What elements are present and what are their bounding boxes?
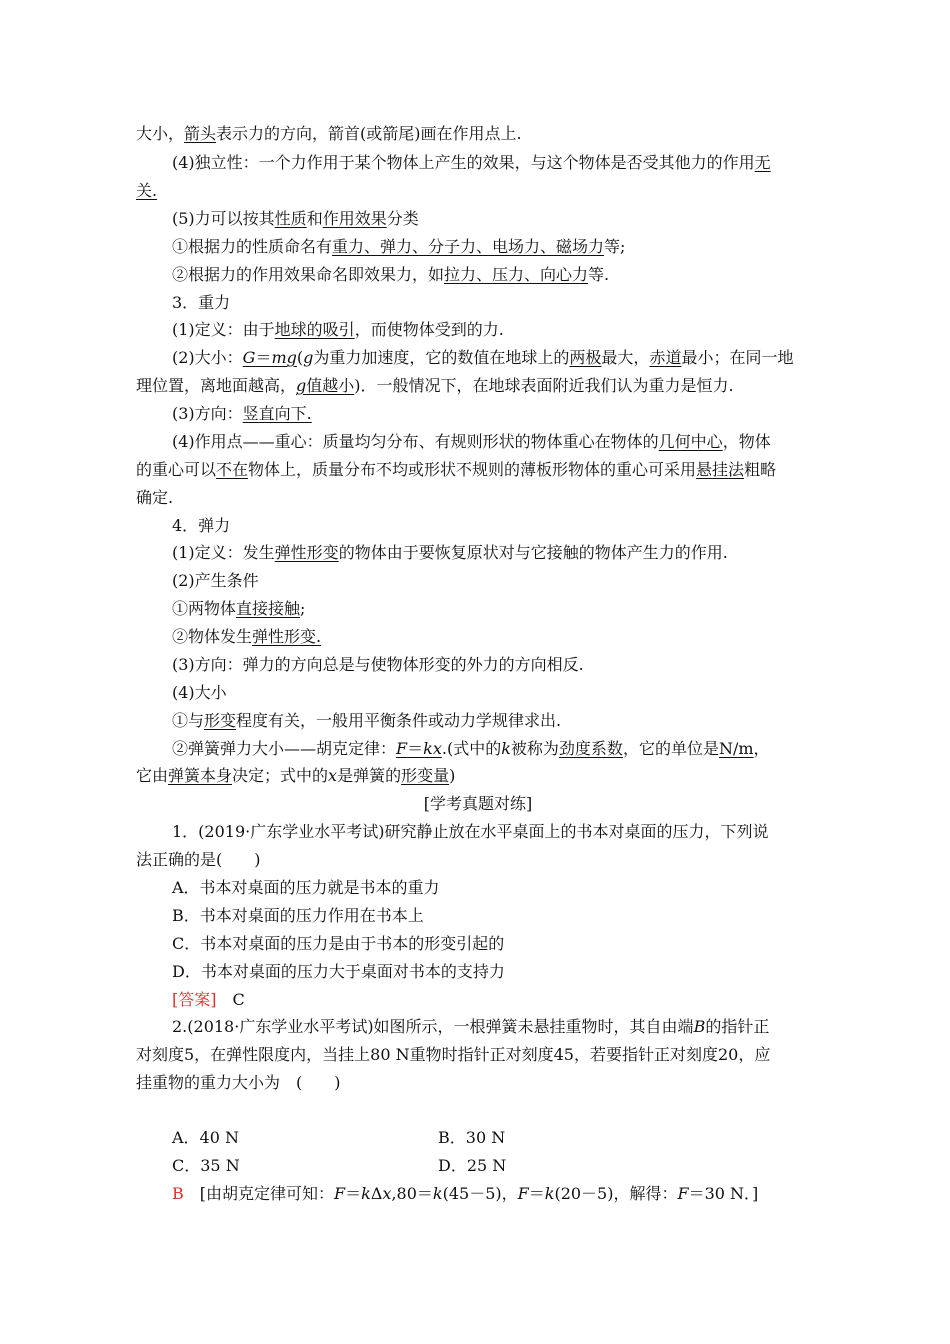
text-segment: 的重心可以 <box>136 460 217 479</box>
text-segment: 的物体由于要恢复原状对与它接触的物体产生力的作用. <box>338 543 728 562</box>
question-2-option-a: A．40 N <box>172 1128 240 1147</box>
line-12 <box>172 432 856 454</box>
text-segment: 箭头 <box>184 124 217 143</box>
text-segment: 形变 <box>204 711 237 730</box>
line-05 <box>172 237 856 259</box>
line-06 <box>172 265 856 287</box>
text-segment: 确定. <box>136 488 174 507</box>
section-heading-gravity <box>172 293 856 315</box>
line-21 <box>172 683 856 705</box>
text-segment: 4．弹力 <box>172 516 231 535</box>
text-segment: (20－5)，解得： <box>554 1184 678 1203</box>
text-segment: Δ <box>370 1184 383 1203</box>
text-segment: 弹性形变. <box>252 627 322 646</box>
text-segment: ＝ <box>407 739 424 758</box>
text-segment: k <box>361 1184 371 1203</box>
text-segment: (2)产生条件 <box>172 571 259 590</box>
text-segment: 对刻度5，在弹性限度内，当挂上80 N重物时指针正对刻度45，若要指针正对刻度20，应 <box>136 1045 771 1064</box>
text-segment: 理位置，离地面越高， <box>136 376 297 395</box>
text-segment: ) <box>449 766 456 785</box>
text-segment: (45－5)， <box>442 1184 518 1203</box>
text-segment: (3)方向：弹力的方向总是与使物体形变的外力的方向相反. <box>172 655 584 674</box>
text-segment: N/m <box>718 739 754 758</box>
text-segment: 性质 <box>274 209 307 228</box>
text-segment: ②根据力的作用效果命名即效果力，如 <box>172 265 445 284</box>
question-1-option-a <box>172 878 856 900</box>
text-segment: ，而使物体受到的力. <box>354 320 504 339</box>
text-segment: ，它的单位是 <box>622 739 719 758</box>
text-segment: (4)独立性：一个力作用于某个物体上产生的效果，与这个物体是否受其他力的作用 <box>172 153 755 172</box>
text-segment: (5)力可以按其 <box>172 209 275 228</box>
text-segment: 2.(2018·广东学业水平考试)如图所示，一根弹簧未悬挂重物时，其自由端 <box>172 1017 694 1036</box>
question-1-option-d <box>172 962 856 984</box>
question-2-line-2 <box>136 1045 820 1067</box>
text-segment: 无 <box>754 153 771 172</box>
text-segment: A．书本对桌面的压力就是书本的重力 <box>172 878 440 897</box>
line-16 <box>172 543 856 565</box>
text-segment: 劲度系数 <box>558 739 623 758</box>
text-segment: 不在 <box>216 460 249 479</box>
line-22 <box>172 711 856 733</box>
text-segment: ， <box>753 739 770 758</box>
question-2-line-3 <box>136 1073 820 1095</box>
text-segment: x <box>382 1184 392 1203</box>
text-segment: 是弹簧的 <box>337 766 402 785</box>
text-segment: k <box>432 1184 443 1203</box>
line-23 <box>172 739 856 761</box>
text-segment: F <box>334 1184 346 1203</box>
question-1-option-c <box>172 934 856 956</box>
line-17 <box>172 571 856 593</box>
text-segment: [学考真题对练] <box>423 794 533 813</box>
text-segment: (4)大小 <box>172 683 227 702</box>
text-segment: 3．重力 <box>172 293 231 312</box>
text-segment: B <box>693 1017 706 1036</box>
question-1-line-2 <box>136 850 820 872</box>
line-09 <box>172 348 856 370</box>
text-segment: ( <box>296 348 304 367</box>
text-segment: ＝ <box>255 348 272 367</box>
text-segment: D．书本对桌面的压力大于桌面对书本的支持力 <box>172 962 505 981</box>
line-14 <box>136 488 820 510</box>
text-segment: ②物体发生 <box>172 627 253 646</box>
text-segment: 法正确的是( ) <box>136 850 261 869</box>
text-segment: 赤道 <box>649 348 682 367</box>
section-heading-elastic <box>172 516 856 538</box>
text-segment: 拉力、压力、向心力 <box>444 265 589 284</box>
text-segment: B．书本对桌面的压力作用在书本上 <box>172 906 424 925</box>
text-segment: kx <box>423 739 442 758</box>
text-segment: 两极 <box>569 348 602 367</box>
text-segment: 大小， <box>136 124 185 143</box>
question-2-options-row-1 <box>172 1128 856 1150</box>
line-19 <box>172 627 856 649</box>
text-segment: 作用效果 <box>322 209 387 228</box>
question-1-option-b <box>172 906 856 928</box>
text-segment: 决定；式中的 <box>232 766 329 785</box>
line-01 <box>136 124 820 146</box>
text-segment: ＝ <box>345 1184 362 1203</box>
text-segment: g <box>303 348 314 367</box>
line-10 <box>136 376 820 398</box>
text-segment: ①两物体 <box>172 599 237 618</box>
question-2-options-row-2 <box>172 1156 856 1178</box>
text-segment: 和 <box>306 209 323 228</box>
question-1-answer <box>172 990 856 1012</box>
text-segment: ＝ <box>528 1184 545 1203</box>
text-segment: 最小；在同一地 <box>681 348 794 367</box>
text-segment: ①与 <box>172 711 205 730</box>
text-segment: [由胡克定律可知： <box>183 1184 335 1203</box>
text-segment: )．一般情况下，在地球表面附近我们认为重力是恒力. <box>354 376 734 395</box>
text-segment: 形变量 <box>401 766 450 785</box>
text-segment: 挂重物的重力大小为 ( ) <box>136 1073 341 1092</box>
text-segment: C <box>216 990 245 1009</box>
text-segment: 等. <box>588 265 610 284</box>
question-2-solution <box>172 1184 856 1206</box>
text-segment: ,80＝ <box>391 1184 433 1203</box>
text-segment: (3)方向： <box>172 404 243 423</box>
text-segment: 几何中心 <box>658 432 723 451</box>
text-segment: 物体上，质量分布不均或形状不规则的薄板形物体的重心可采用 <box>248 460 697 479</box>
text-segment: 1．(2019·广东学业水平考试)研究静止放在水平桌面上的书本对桌面的压力，下列说 <box>172 822 769 841</box>
text-segment: 程度有关，一般用平衡条件或动力学规律求出. <box>236 711 562 730</box>
text-segment: 表示力的方向，箭首(或箭尾)画在作用点上. <box>216 124 522 143</box>
line-03 <box>136 181 820 203</box>
text-segment: B <box>172 1184 184 1203</box>
text-segment: 为重力加速度，它的数值在地球上的 <box>313 348 570 367</box>
text-segment: x <box>328 766 338 785</box>
text-segment: F <box>677 1184 689 1203</box>
line-04 <box>172 209 856 231</box>
text-segment: C．书本对桌面的压力是由于书本的形变引起的 <box>172 934 505 953</box>
text-segment: 竖直向下. <box>242 404 312 423</box>
text-segment: mg <box>271 348 297 367</box>
line-02 <box>172 153 856 175</box>
text-segment: (4)作用点——重心：质量均匀分布、有规则形状的物体重心在物体的 <box>172 432 659 451</box>
text-segment: 最大， <box>601 348 650 367</box>
question-1-line-1 <box>172 822 856 844</box>
text-segment: 它由 <box>136 766 169 785</box>
text-segment: ①根据力的性质命名有 <box>172 237 333 256</box>
text-segment: 直接接触 <box>236 599 301 618</box>
text-segment: ②弹簧弹力大小——胡克定律： <box>172 739 397 758</box>
text-segment: 等; <box>604 237 626 256</box>
text-segment: 粗略 <box>744 460 777 479</box>
text-segment: 弹簧本身 <box>168 766 233 785</box>
line-20 <box>172 655 856 677</box>
text-segment: 分类 <box>386 209 419 228</box>
text-segment: k <box>501 739 511 758</box>
text-segment: G <box>242 348 256 367</box>
text-segment: 关. <box>136 181 158 200</box>
line-24 <box>136 766 820 788</box>
exercise-heading <box>136 794 820 816</box>
text-segment: 的指针正 <box>705 1017 770 1036</box>
text-segment: k <box>544 1184 555 1203</box>
question-2-option-d: D．25 N <box>438 1156 507 1175</box>
text-segment: F <box>396 739 408 758</box>
question-2-line-1 <box>172 1017 856 1039</box>
text-segment: (1)定义：发生 <box>172 543 275 562</box>
question-2-option-c: C．35 N <box>172 1156 240 1175</box>
line-13 <box>136 460 820 482</box>
text-segment: (1)定义：由于 <box>172 320 275 339</box>
text-segment: ＝30 N．] <box>688 1184 759 1203</box>
text-segment: ，物体 <box>722 432 771 451</box>
text-segment: 弹性形变 <box>274 543 339 562</box>
text-segment: (2)大小： <box>172 348 243 367</box>
text-segment: .(式中的 <box>441 739 502 758</box>
text-segment: 地球的吸引 <box>274 320 355 339</box>
text-segment: g <box>296 376 307 395</box>
text-segment: 值越小 <box>306 376 355 395</box>
text-segment: ; <box>300 599 306 618</box>
line-18 <box>172 599 856 621</box>
text-segment: 被称为 <box>510 739 559 758</box>
line-11 <box>172 404 856 426</box>
text-segment: 重力、弹力、分子力、电场力、磁场力 <box>332 237 605 256</box>
line-08 <box>172 320 856 342</box>
text-segment: F <box>517 1184 529 1203</box>
question-2-option-b: B．30 N <box>438 1128 506 1147</box>
text-segment: 悬挂法 <box>696 460 745 479</box>
text-segment: [答案] <box>172 990 217 1009</box>
